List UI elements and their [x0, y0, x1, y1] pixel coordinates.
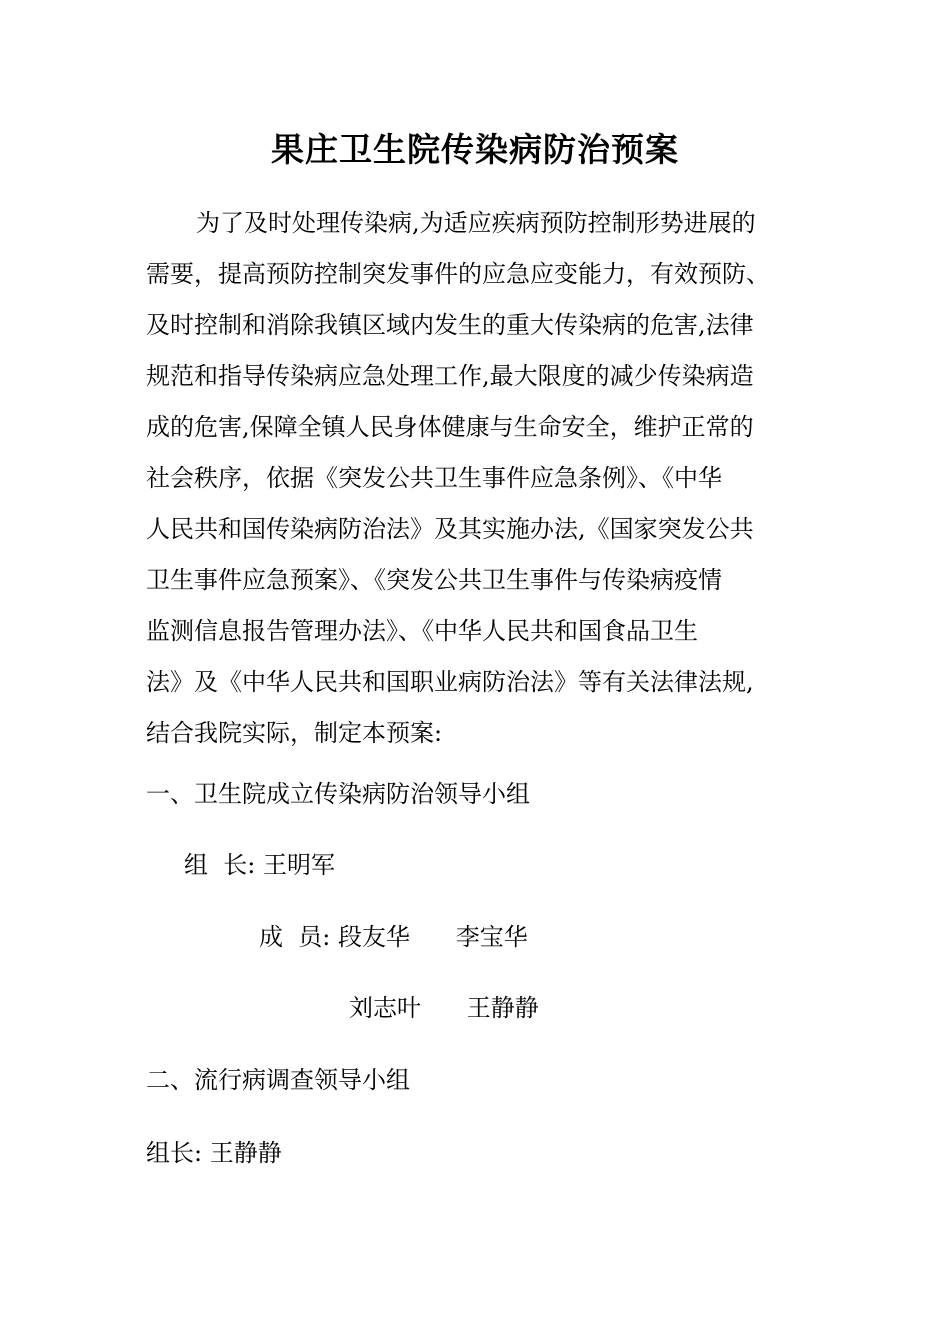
paragraph-line: 法》及《中华人民共和国职业病防治法》等有关法律法规, [146, 668, 754, 696]
section1-heading: 一、卫生院成立传染病防治领导小组 [146, 780, 530, 808]
paragraph-line: 监测信息报告管理办法》、《中华人民共和国食品卫生 [146, 617, 698, 645]
paragraph-line: 为了及时处理传染病,为适应疾病预防控制形势进展的 [196, 209, 756, 237]
section1-leader: 组 长: 王明军 [184, 851, 335, 879]
paragraph-line: 人民共和国传染病防治法》及其实施办法,《国家突发公共 [146, 515, 754, 543]
paragraph-line: 需要，提高预防控制突发事件的应急应变能力，有效预防、 [146, 260, 770, 288]
section2-leader: 组长: 王静静 [146, 1139, 282, 1167]
document-title: 果庄卫生院传染病防治预案 [271, 130, 679, 169]
section2-heading: 二、流行病调查领导小组 [146, 1066, 410, 1094]
section1-members-row2: 刘志叶 王静静 [349, 994, 539, 1022]
paragraph-line: 卫生事件应急预案》、《突发公共卫生事件与传染病疫情 [146, 566, 722, 594]
paragraph-line: 结合我院实际，制定本预案: [146, 719, 443, 747]
paragraph-line: 及时控制和消除我镇区域内发生的重大传染病的危害,法律 [146, 311, 754, 339]
paragraph-line: 成的危害,保障全镇人民身体健康与生命安全，维护正常的 [146, 413, 754, 441]
paragraph-line: 规范和指导传染病应急处理工作,最大限度的减少传染病造 [146, 362, 754, 390]
paragraph-line: 社会秩序，依据《突发公共卫生事件应急条例》、《中华 [146, 464, 722, 492]
section1-members-row1: 成 员: 段友华 李宝华 [259, 923, 528, 951]
intro-paragraph [146, 198, 806, 759]
